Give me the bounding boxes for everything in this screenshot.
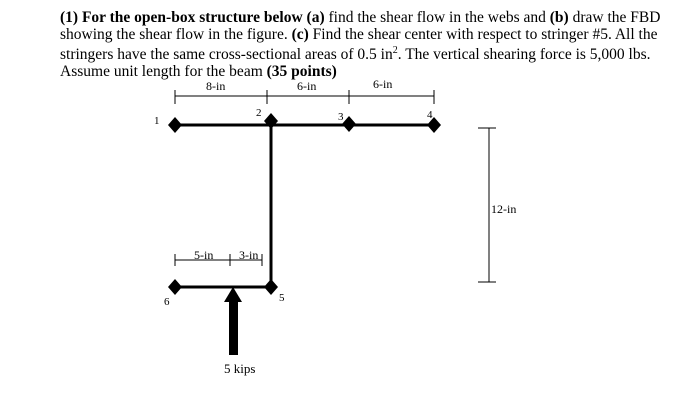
dim-label-6in-a: 6-in bbox=[297, 79, 317, 93]
stringer-number-5: 5 bbox=[279, 292, 285, 304]
stringer-number-3: 3 bbox=[338, 111, 344, 123]
stringer-1 bbox=[168, 117, 182, 133]
load-arrow bbox=[224, 287, 242, 355]
problem-line-4-lead: Assume unit length for the beam bbox=[60, 62, 267, 80]
part-c-marker: (c) bbox=[291, 25, 309, 43]
problem-line-2-lead: showing the shear flow in the figure. bbox=[60, 25, 292, 43]
dim-label-5in: 5-in bbox=[194, 248, 214, 262]
stringer-number-4: 4 bbox=[427, 109, 433, 121]
stringer-number-2: 2 bbox=[256, 107, 262, 119]
load-arrow-shaft bbox=[229, 301, 238, 355]
problem-line-1-mid: find the shear flow in the webs and bbox=[324, 9, 550, 26]
load-label: 5 kips bbox=[224, 361, 256, 376]
stringer-6 bbox=[168, 279, 182, 295]
stringer-3 bbox=[342, 116, 356, 132]
problem-line-3-lead: stringers have the same cross-sectional areas of 0.5 in bbox=[60, 46, 393, 64]
stringer-number-6: 6 bbox=[164, 296, 170, 308]
dim-label-12in: 12-in bbox=[491, 202, 517, 216]
dim-label-3in: 3-in bbox=[239, 248, 259, 262]
dim-label-8in: 8-in bbox=[206, 79, 226, 93]
problem-line-1-lead: (1) For the open-box structure below bbox=[60, 9, 307, 26]
stringer-number-1: 1 bbox=[154, 115, 160, 127]
problem-line-2-tail: Find the shear center with respect to stringer #5. All the bbox=[308, 25, 658, 43]
stringer-2 bbox=[264, 113, 278, 129]
dim-label-6in-b: 6-in bbox=[373, 77, 393, 91]
structure-webs bbox=[175, 121, 434, 287]
part-a-marker: (a) bbox=[306, 9, 325, 26]
load-arrow-head bbox=[224, 287, 242, 302]
problem-line-1-tail: draw the FBD bbox=[568, 9, 661, 26]
stringers bbox=[168, 113, 441, 295]
stringer-5 bbox=[264, 279, 278, 295]
part-b-marker: (b) bbox=[549, 9, 569, 26]
area-exponent: 2 bbox=[392, 45, 398, 56]
problem-line-3-tail: . The vertical shearing force is 5,000 lbs. bbox=[397, 46, 651, 64]
points-label: (35 points) bbox=[266, 62, 337, 80]
